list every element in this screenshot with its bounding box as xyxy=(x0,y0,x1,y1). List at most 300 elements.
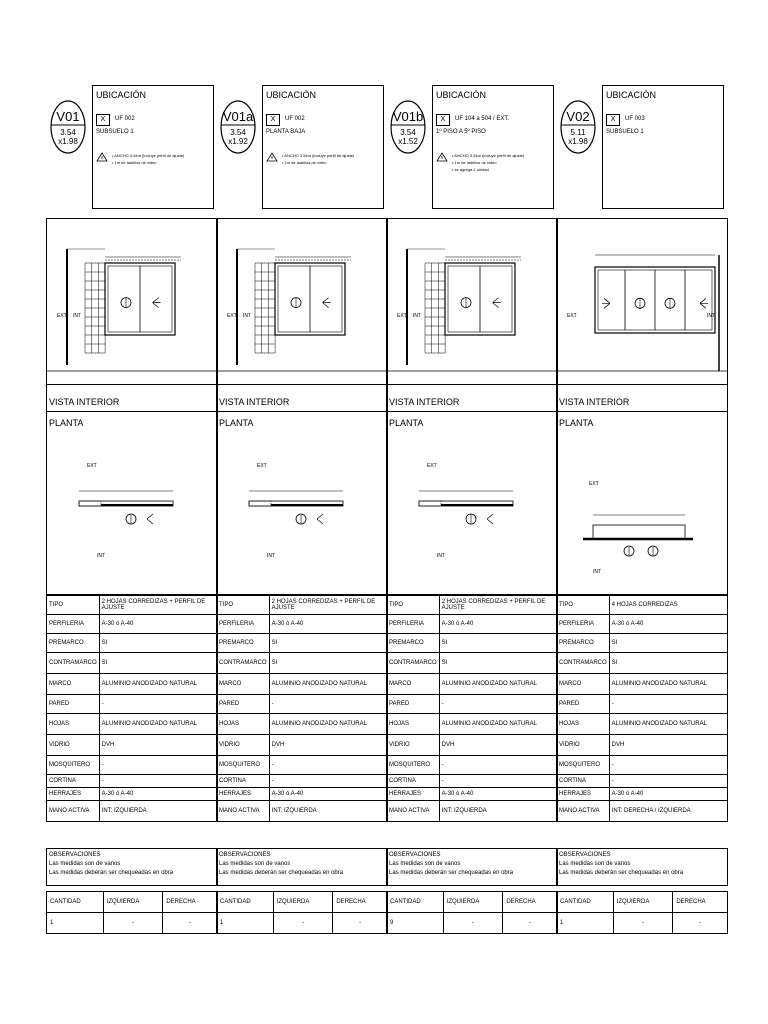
spec-value: SI xyxy=(99,653,217,674)
drawing-panel xyxy=(216,218,388,595)
notes-block xyxy=(96,152,184,166)
spec-row xyxy=(557,695,728,714)
spec-key: CORTINA xyxy=(217,775,270,788)
spec-key: MOSQUITERO xyxy=(217,756,270,775)
plan-glass-blocks xyxy=(249,501,271,506)
spec-key: MANO ACTIVA xyxy=(557,801,610,822)
izquierda-value: - xyxy=(103,913,163,934)
window-height: x1.98 xyxy=(58,137,78,146)
warning-icon xyxy=(436,152,448,162)
note-item: • ANCHO 3.54m (incluye perfil de ajuste) xyxy=(112,152,184,159)
spec-key: MARCO xyxy=(557,674,610,695)
derecha-header: DERECHA xyxy=(673,892,728,913)
spec-value: SI xyxy=(609,653,727,674)
spec-value: ALUMINIO ANODIZADO NATURAL xyxy=(609,714,727,735)
spec-key: HOJAS xyxy=(387,714,440,735)
spec-value: ALUMINIO ANODIZADO NATURAL xyxy=(609,674,727,695)
spec-row xyxy=(47,596,218,615)
spec-key: HOJAS xyxy=(557,714,610,735)
observations-title: OBSERVACIONES xyxy=(219,852,271,858)
ext-label: EXT xyxy=(57,313,67,319)
spec-row xyxy=(387,615,558,634)
window-height: x1.52 xyxy=(398,137,418,146)
plan-glass-blocks xyxy=(419,501,441,506)
spec-row xyxy=(387,596,558,615)
spec-value: - xyxy=(609,775,727,788)
plan-int-label: INT xyxy=(593,569,602,575)
spec-value: A-30 ó A-40 xyxy=(609,615,727,634)
quantity-header-row xyxy=(387,892,558,913)
ext-label: EXT xyxy=(567,313,577,319)
location-box xyxy=(262,85,384,209)
spec-key: VIDRIO xyxy=(557,735,610,756)
spec-value: SI xyxy=(439,653,557,674)
izquierda-header: IZQUIERDA xyxy=(103,892,163,913)
spec-row xyxy=(217,775,388,788)
spec-key: PREMARCO xyxy=(217,634,270,653)
spec-value: A-30 ó A-40 xyxy=(439,788,557,801)
spec-key: HOJAS xyxy=(47,714,100,735)
spec-row xyxy=(217,653,388,674)
plan-ext-label: EXT xyxy=(257,463,267,469)
spec-key: MANO ACTIVA xyxy=(217,801,270,822)
observations-line: Las medidas deberán ser chequeadas en obra xyxy=(49,870,174,876)
notes-block xyxy=(436,152,524,173)
note-item: • ANCHO 3.54m (incluye perfil de ajuste) xyxy=(452,152,524,159)
sheet-header xyxy=(216,85,388,209)
plan-int-label: INT xyxy=(97,553,106,559)
spec-row xyxy=(47,801,218,822)
drawing-panel xyxy=(556,218,728,595)
spec-value: SI xyxy=(99,634,217,653)
spec-key: CONTRAMARCO xyxy=(557,653,610,674)
spec-value: A-30 ó A-40 xyxy=(269,788,387,801)
elevation-drawing xyxy=(217,219,387,379)
spec-value: INT: IZQUIERDA xyxy=(99,801,217,822)
spec-row xyxy=(387,674,558,695)
spec-value: - xyxy=(99,775,217,788)
spec-value: DVH xyxy=(269,735,387,756)
spec-value: 4 HOJAS CORREDIZAS xyxy=(609,596,727,615)
spec-row xyxy=(557,735,728,756)
warning-icon xyxy=(96,152,108,162)
spec-row xyxy=(387,634,558,653)
vista-interior-title: VISTA INTERIOR xyxy=(389,397,460,407)
slide-arrow-left xyxy=(317,514,323,524)
int-label: INT xyxy=(413,313,422,319)
window-code-badge xyxy=(218,95,262,165)
slide-arrow-left xyxy=(487,514,493,524)
warning-icon xyxy=(266,152,278,162)
window-code: V01a xyxy=(222,109,254,124)
spec-value: SI xyxy=(269,634,387,653)
derecha-value: - xyxy=(503,913,558,934)
spec-key: VIDRIO xyxy=(387,735,440,756)
izquierda-value: - xyxy=(443,913,503,934)
spec-key: CORTINA xyxy=(557,775,610,788)
derecha-value: - xyxy=(163,913,218,934)
derecha-value: - xyxy=(673,913,728,934)
spec-value: - xyxy=(99,695,217,714)
spec-value: DVH xyxy=(99,735,217,756)
spec-key: MARCO xyxy=(47,674,100,695)
spec-row xyxy=(47,735,218,756)
elevation-drawing xyxy=(557,219,727,379)
spec-row xyxy=(557,653,728,674)
spec-key: PARED xyxy=(47,695,100,714)
cantidad-header: CANTIDAD xyxy=(387,892,444,913)
spec-key: VIDRIO xyxy=(47,735,100,756)
spec-value: - xyxy=(439,775,557,788)
spec-row xyxy=(557,615,728,634)
sheet-column xyxy=(216,85,388,945)
spec-key: CONTRAMARCO xyxy=(47,653,100,674)
spec-key: HOJAS xyxy=(217,714,270,735)
spec-row xyxy=(387,775,558,788)
observations-line: Las medidas deberán ser chequeadas en obra xyxy=(559,870,684,876)
window-width: 3.54 xyxy=(60,128,76,137)
spec-value: DVH xyxy=(609,735,727,756)
cantidad-value: 9 xyxy=(387,913,444,934)
spec-value: ALUMINIO ANODIZADO NATURAL xyxy=(99,674,217,695)
cantidad-header: CANTIDAD xyxy=(47,892,104,913)
spec-value: ALUMINIO ANODIZADO NATURAL xyxy=(439,714,557,735)
planta-title: PLANTA xyxy=(219,418,254,428)
ext-label: EXT xyxy=(397,313,407,319)
planta-title: PLANTA xyxy=(559,418,594,428)
window-height: x1.92 xyxy=(228,137,248,146)
spec-key: CORTINA xyxy=(47,775,100,788)
int-label: INT xyxy=(73,313,82,319)
location-title: UBICACIÓN xyxy=(436,90,487,100)
spec-value: A-30 ó A-40 xyxy=(99,788,217,801)
spec-row xyxy=(387,653,558,674)
spec-row xyxy=(387,788,558,801)
location-check-box[interactable]: X xyxy=(96,114,110,126)
spec-row xyxy=(47,674,218,695)
observations-line: Las medidas son de vanos xyxy=(559,861,631,867)
spec-value: - xyxy=(609,756,727,775)
spec-key: MOSQUITERO xyxy=(387,756,440,775)
window-width: 3.54 xyxy=(230,128,246,137)
spec-value: - xyxy=(269,756,387,775)
spec-row xyxy=(557,674,728,695)
spec-value: - xyxy=(269,695,387,714)
spec-row xyxy=(47,634,218,653)
plan-int-label: INT xyxy=(267,553,276,559)
sheet-header xyxy=(556,85,728,209)
spec-value: - xyxy=(269,775,387,788)
plan-ext-label: EXT xyxy=(427,463,437,469)
spec-key: PERFILERIA xyxy=(557,615,610,634)
izquierda-value: - xyxy=(273,913,333,934)
spec-key: MANO ACTIVA xyxy=(387,801,440,822)
spec-value: SI xyxy=(439,634,557,653)
derecha-header: DERECHA xyxy=(163,892,218,913)
spec-key: TIPO xyxy=(47,596,100,615)
plan-drawing xyxy=(47,433,217,593)
quantity-value-row xyxy=(47,913,218,934)
vista-interior-title: VISTA INTERIOR xyxy=(219,397,290,407)
spec-value: A-30 ó A-40 xyxy=(609,788,727,801)
spec-value: - xyxy=(439,695,557,714)
plan-int-label: INT xyxy=(437,553,446,559)
izquierda-value: - xyxy=(613,913,673,934)
quantity-header-row xyxy=(557,892,728,913)
spec-value: ALUMINIO ANODIZADO NATURAL xyxy=(99,714,217,735)
vista-interior-title: VISTA INTERIOR xyxy=(49,397,120,407)
observations-line: Las medidas deberán ser chequeadas en obra xyxy=(219,870,344,876)
spec-row xyxy=(217,801,388,822)
window-code: V01b xyxy=(392,109,424,124)
window-width: 5.11 xyxy=(570,128,586,137)
int-label: INT xyxy=(243,313,252,319)
spec-value: - xyxy=(99,756,217,775)
slide-arrow-left xyxy=(153,298,161,308)
spec-row xyxy=(47,714,218,735)
note-item: • 1m de ladrillos de vidrio xyxy=(452,159,524,166)
spec-row xyxy=(47,788,218,801)
izquierda-header: IZQUIERDA xyxy=(613,892,673,913)
spec-value: ALUMINIO ANODIZADO NATURAL xyxy=(439,674,557,695)
spec-key: VIDRIO xyxy=(217,735,270,756)
cantidad-value: 1 xyxy=(47,913,104,934)
spec-key: MANO ACTIVA xyxy=(47,801,100,822)
spec-row xyxy=(387,735,558,756)
vista-interior-title: VISTA INTERIOR xyxy=(559,397,630,407)
spec-row xyxy=(557,775,728,788)
sheet-header xyxy=(46,85,218,209)
spec-key: HERRAJES xyxy=(557,788,610,801)
spec-value: INT: IZQUIERDA xyxy=(439,801,557,822)
floor-level: SUBSUELO 1 xyxy=(606,129,644,135)
int-label: INT xyxy=(707,313,716,319)
observations-line: Las medidas son de vanos xyxy=(219,861,291,867)
spec-value: INT: DERECHA / IZQUIERDA xyxy=(609,801,727,822)
elevation-drawing xyxy=(387,219,557,379)
quantity-header-row xyxy=(217,892,388,913)
spec-key: HERRAJES xyxy=(387,788,440,801)
spec-row xyxy=(557,756,728,775)
spec-row xyxy=(47,695,218,714)
spec-key: PREMARCO xyxy=(557,634,610,653)
separator xyxy=(387,384,557,385)
izquierda-header: IZQUIERDA xyxy=(443,892,503,913)
observations-line: Las medidas son de vanos xyxy=(49,861,121,867)
spec-row xyxy=(557,714,728,735)
spec-row xyxy=(217,615,388,634)
spec-row xyxy=(217,674,388,695)
sheet-header xyxy=(386,85,558,209)
spec-key: PREMARCO xyxy=(387,634,440,653)
cantidad-value: 1 xyxy=(557,913,614,934)
spec-row xyxy=(217,756,388,775)
quantity-value-row xyxy=(557,913,728,934)
spec-value: - xyxy=(609,695,727,714)
spec-key: PARED xyxy=(387,695,440,714)
location-box xyxy=(602,85,724,209)
window-code-badge xyxy=(48,95,92,165)
unit-code: UF 002 xyxy=(115,116,135,122)
window-width: 3.54 xyxy=(400,128,416,137)
separator xyxy=(557,384,727,385)
observations-box xyxy=(216,848,388,886)
derecha-header: DERECHA xyxy=(333,892,388,913)
spec-row xyxy=(217,735,388,756)
plan-drawing xyxy=(557,433,727,593)
derecha-header: DERECHA xyxy=(503,892,558,913)
slide-arrow xyxy=(602,298,610,308)
quantity-table xyxy=(386,891,558,934)
unit-code: UF 003 xyxy=(625,116,645,122)
spec-value: 2 HOJAS CORREDIZAS + PERFIL DE AJUSTE xyxy=(99,596,217,615)
observations-line: Las medidas deberán ser chequeadas en obra xyxy=(389,870,514,876)
spec-value: SI xyxy=(269,653,387,674)
spec-value: SI xyxy=(609,634,727,653)
spec-value: 2 HOJAS CORREDIZAS + PERFIL DE AJUSTE xyxy=(269,596,387,615)
notes-block xyxy=(266,152,354,166)
location-title: UBICACIÓN xyxy=(266,90,317,100)
cantidad-header: CANTIDAD xyxy=(217,892,274,913)
location-check-box[interactable]: X xyxy=(436,114,450,126)
observations-box xyxy=(46,848,218,886)
ext-label: EXT xyxy=(227,313,237,319)
separator xyxy=(387,411,557,412)
spec-key: PERFILERIA xyxy=(217,615,270,634)
observations-box xyxy=(556,848,728,886)
plan-drawing xyxy=(387,433,557,593)
spec-key: MARCO xyxy=(217,674,270,695)
spec-value: A-30 ó A-40 xyxy=(439,615,557,634)
note-item: • 1m de ladrillos de vidrio xyxy=(112,159,184,166)
spec-key: PERFILERIA xyxy=(47,615,100,634)
location-title: UBICACIÓN xyxy=(606,90,657,100)
spec-value: - xyxy=(439,756,557,775)
plan-drawing xyxy=(217,433,387,593)
note-item: • se agrega 1 unidad xyxy=(452,166,524,173)
spec-table xyxy=(46,595,218,822)
spec-key: CONTRAMARCO xyxy=(387,653,440,674)
observations-title: OBSERVACIONES xyxy=(559,852,611,858)
cantidad-value: 1 xyxy=(217,913,274,934)
quantity-table xyxy=(216,891,388,934)
spec-key: PARED xyxy=(217,695,270,714)
plan-ext-label: EXT xyxy=(589,481,599,487)
location-box xyxy=(92,85,214,209)
location-box xyxy=(432,85,554,209)
separator xyxy=(47,411,217,412)
observations-title: OBSERVACIONES xyxy=(389,852,441,858)
drawing-panel xyxy=(46,218,218,595)
window-height: x1.98 xyxy=(568,137,588,146)
spec-row xyxy=(557,596,728,615)
spec-table xyxy=(216,595,388,822)
spec-value: 2 HOJAS CORREDIZAS + PERFIL DE AJUSTE xyxy=(439,596,557,615)
window-code: V02 xyxy=(566,109,590,124)
separator xyxy=(47,384,217,385)
slide-arrow-left xyxy=(147,514,153,524)
planta-title: PLANTA xyxy=(389,418,424,428)
quantity-table xyxy=(46,891,218,934)
spec-key: HERRAJES xyxy=(47,788,100,801)
window-code: V01 xyxy=(56,109,80,124)
slide-arrow xyxy=(700,298,708,308)
spec-key: TIPO xyxy=(217,596,270,615)
slide-arrow-left xyxy=(323,298,331,308)
location-title: UBICACIÓN xyxy=(96,90,147,100)
spec-key: PERFILERIA xyxy=(387,615,440,634)
spec-table xyxy=(386,595,558,822)
spec-row xyxy=(47,756,218,775)
spec-value: ALUMINIO ANODIZADO NATURAL xyxy=(269,674,387,695)
spec-row xyxy=(557,801,728,822)
spec-row xyxy=(217,714,388,735)
spec-row xyxy=(387,695,558,714)
spec-row xyxy=(47,653,218,674)
quantity-table xyxy=(556,891,728,934)
spec-key: HERRAJES xyxy=(217,788,270,801)
spec-key: CONTRAMARCO xyxy=(217,653,270,674)
slide-arrow-left xyxy=(493,298,501,308)
sheet-column xyxy=(386,85,558,945)
spec-key: TIPO xyxy=(387,596,440,615)
unit-code: UF 104 a 504 / EXT. xyxy=(455,116,510,122)
drawing-panel xyxy=(386,218,558,595)
floor-level: PLANTA BAJA xyxy=(266,129,306,135)
observations-line: Las medidas son de vanos xyxy=(389,861,461,867)
spec-key: MARCO xyxy=(387,674,440,695)
spec-key: MOSQUITERO xyxy=(557,756,610,775)
plan-frame xyxy=(593,525,685,539)
floor-level: SUBSUELO 1 xyxy=(96,129,134,135)
spec-key: PARED xyxy=(557,695,610,714)
spec-row xyxy=(557,788,728,801)
plan-glass-blocks xyxy=(79,501,101,506)
sheet-column xyxy=(46,85,218,945)
spec-key: TIPO xyxy=(557,596,610,615)
spec-value: INT: IZQUIERDA xyxy=(269,801,387,822)
spec-table xyxy=(556,595,728,822)
derecha-value: - xyxy=(333,913,388,934)
quantity-header-row xyxy=(47,892,218,913)
location-check-box[interactable]: X xyxy=(606,114,620,126)
spec-key: MOSQUITERO xyxy=(47,756,100,775)
spec-value: DVH xyxy=(439,735,557,756)
izquierda-header: IZQUIERDA xyxy=(273,892,333,913)
separator xyxy=(217,411,387,412)
note-item: • 1m de ladrillos de vidrio xyxy=(282,159,354,166)
spec-row xyxy=(217,596,388,615)
observations-title: OBSERVACIONES xyxy=(49,852,101,858)
unit-code: UF 002 xyxy=(285,116,305,122)
quantity-value-row xyxy=(217,913,388,934)
note-item: • ANCHO 3.54m (incluye perfil de ajuste) xyxy=(282,152,354,159)
spec-value: ALUMINIO ANODIZADO NATURAL xyxy=(269,714,387,735)
window-code-badge xyxy=(388,95,432,165)
spec-row xyxy=(217,788,388,801)
spec-key: CORTINA xyxy=(387,775,440,788)
spec-row xyxy=(387,714,558,735)
spec-row xyxy=(557,634,728,653)
separator xyxy=(217,384,387,385)
spec-row xyxy=(217,634,388,653)
spec-row xyxy=(47,775,218,788)
location-check-box[interactable]: X xyxy=(266,114,280,126)
quantity-value-row xyxy=(387,913,558,934)
spec-value: A-30 ó A-40 xyxy=(99,615,217,634)
planta-title: PLANTA xyxy=(49,418,84,428)
floor-level: 1º PISO A 5º PISO xyxy=(436,129,486,135)
